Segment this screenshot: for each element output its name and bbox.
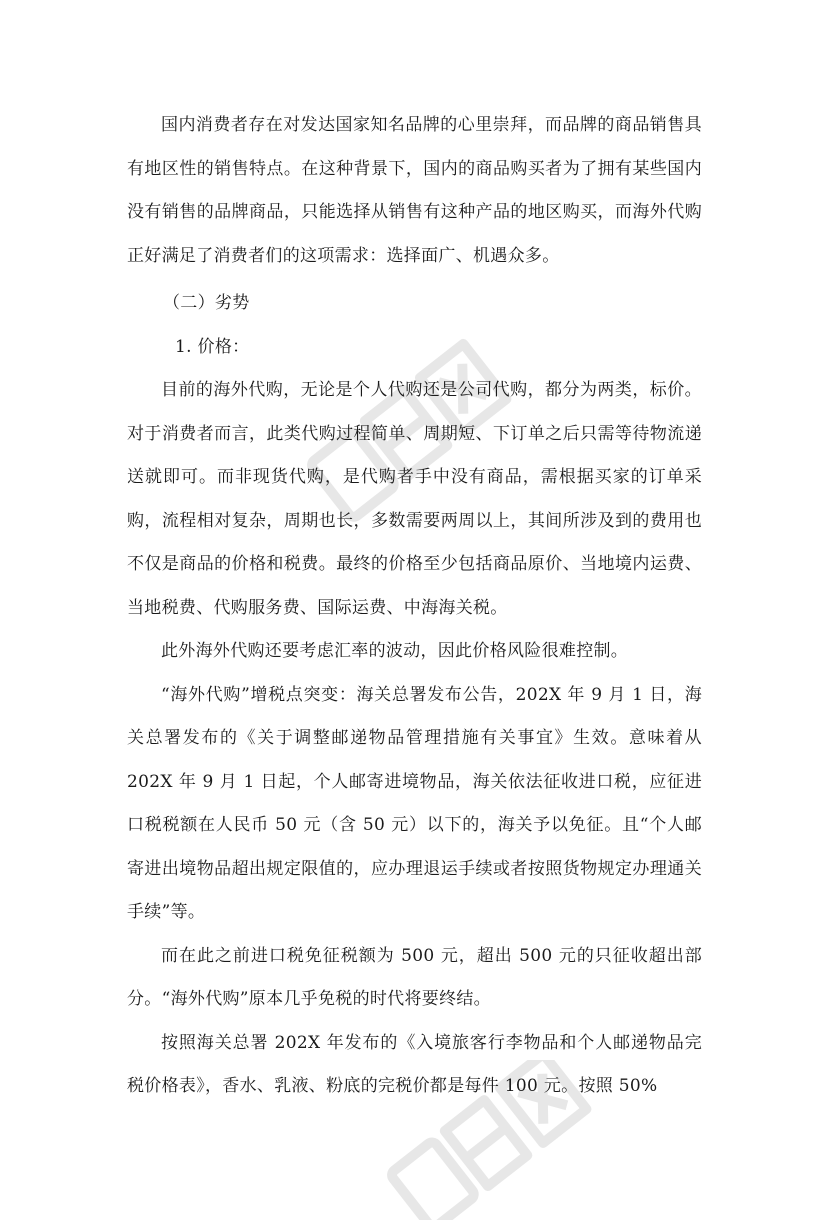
paragraph-tax-change: “海外代购”增税点突变：海关总署发布公告，202X 年 9 月 1 日，海关总署发布的《关于调整邮递物品管理措施有关事宜》生效。意味着从 202X 年 9 月 1 日起，个人邮寄进境物品，海关依法征收进口税，应征进口税税额在人民币 50 元（含 50 元）以下的，海关予以免征。且“个人邮寄进出境物品超出规定限值的，应办理退运手续或者按照货物规定办理通关手续”等。 — [127, 684, 702, 922]
document-body — [127, 104, 702, 1109]
paragraph-tax-price-table: 按照海关总署 202X 年发布的《入境旅客行李物品和个人邮递物品完税价格表》，香水、乳液、粉底的完税价都是每件 100 元。按照 50% — [127, 1032, 702, 1096]
section-heading-disadvantages: （二）劣势 — [163, 293, 250, 313]
subheading-price: 1. 价格： — [175, 336, 250, 357]
paragraph-current-overseas-purchasing: 目前的海外代购，无论是个人代购还是公司代购，都分为两类，标价。对于消费者而言，此类代购过程简单、周期短、下订单之后只需等待物流递送就即可。而非现货代购，是代购者手中没有商品，需根据买家的订单采购，流程相对复杂，周期也长，多数需要两周以上，其间所涉及到的费用也不仅是商品的价格和税费。最终的价格至少包括商品原价、当地境内运费、当地税费、代购服务费、国际运费、中海海关税。 — [127, 380, 702, 618]
paragraph-brand-worship: 国内消费者存在对发达国家知名品牌的心里崇拜，而品牌的商品销售具有地区性的销售特点。在这种背景下，国内的商品购买者为了拥有某些国内没有销售的品牌商品，只能选择从销售有这种产品的地区购买，而海外代购正好满足了消费者们的这项需求：选择面广、机遇众多。 — [127, 115, 702, 266]
paragraph-previous-exemption: 而在此之前进口税免征税额为 500 元，超出 500 元的只征收超出部分。“海外代购”原本几乎免税的时代将要终结。 — [127, 945, 702, 1009]
paragraph-exchange-rate: 此外海外代购还要考虑汇率的波动，因此价格风险很难控制。 — [161, 641, 629, 661]
